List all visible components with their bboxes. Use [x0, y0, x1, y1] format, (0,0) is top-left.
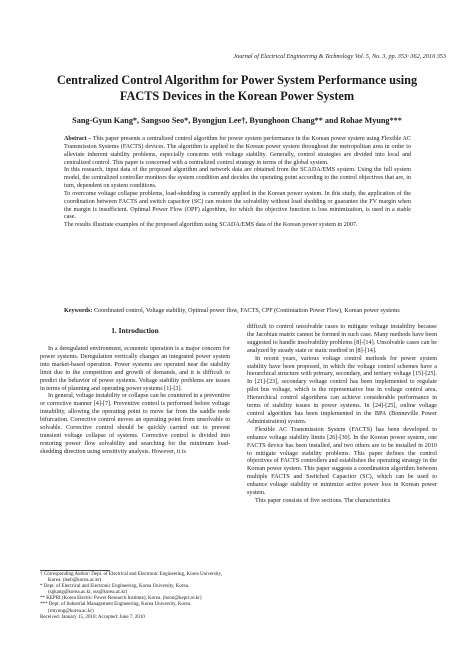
abstract-block: [64, 136, 411, 230]
abstract-paragraph-1: [64, 136, 411, 167]
right-paragraph-2: In recent years, various voltage control methods for power system stability have been proposed, in which the voltage control schemes have a hierarchical structure with primary, secondary, and tertiary voltage [15]-[25]. In [21]-[23], secondary voltage control has been implemented to regulate pilot bus voltage, which is the representative bus in voltage control area. Hierarchical control algorithms can achieve considerable performance in terms of stability issues in power systems. In [24]-[25], online voltage control algorithm has been implemented in the BPA (Bonneville Power Administration) system.: [247, 355, 437, 425]
right-column: [247, 324, 437, 506]
intro-paragraph-2: In general, voltage instability or collapse can be countered in a preventive or corrective manner [4]-[7]. Preventive control is performed before voltage instability, allowing the operating point to move far from the saddle node bifurcation. Corrective control moves an operating point from unsolvable to solvable. Corrective control should be quickly carried out to prevent transient voltage collapse of systems. Corrective control is divided into restoring power flow solvability and searching for the minimum load-shedding direction using sensitivity analysis. However, it is: [40, 393, 230, 455]
right-paragraph-1: difficult to control unsolvable cases to mitigate voltage instability because the Jacobian matrix cannot be formed in such case. Many methods have been suggested to handle insolvability problems [8]-[14]. Unsolvable cases can be analyzed by steady state or static method in [8]-[14].: [247, 324, 437, 354]
intro-paragraph-1: In a deregulated environment, economic operation is a major concern for power systems. Deregulation vertically changes an integrated power system into market-based operation. Power systems are operated near the stability limit due to the competition and growth of demands, and it is difficult to predict the behavior of power systems. Voltage stability problems are issues in terms of planning and operating power systems [1]-[3].: [40, 346, 230, 392]
keywords-text: Coordinated control, Voltage stability, Optimal power flow, FACTS, CPF (Continuation Power Flow), Korean power systems: [93, 308, 400, 314]
keywords-label: Keywords:: [64, 308, 93, 314]
right-paragraph-3: Flexible AC Transmission System (FACTS) has been developed to enhance voltage stability limits [26]-[30]. In the Korean power system, one FACTS device has been installed, and two others are to be installed in 2010 to mitigate voltage stability problems. This paper defines the control objectives of FACTS controllers and establishes the operating strategy in the Korean power system. This paper suggests a coordination algorithm between multiple FACTS and Switched Capacitor (SC), which can be used to enhance voltage stability or minimize active power loss in Korean power system.: [247, 426, 437, 497]
abstract-label: Abstract –: [64, 136, 92, 142]
abstract-text-1: This paper presents a centralized control algorithm for power system performance in the Korean power system using Flexible AC Transmission Systems (FACTS) devices. The algorithm is applied to the Korean power system throughout the metropolitan area in order to alleviate inherent stability problems, especially concerns with voltage stability. Generally, control strategies are divided into local and centralized control. This paper is concerned with a centralized control strategy in terms of the global system.: [64, 136, 411, 166]
abstract-paragraph-2: In this research, input data of the proposed algorithm and network data are obtained from the SCADA/EMS system. Using the full system model, the centralized controller monitors the system condition and decides the operating point according to the control objectives that are, in turn, dependent on system conditions.: [64, 167, 411, 190]
left-column: [40, 346, 230, 457]
abstract-paragraph-4: The results illustrate examples of the proposed algorithm using SCADA/EMS data of the Korean power system in 2007.: [64, 222, 358, 229]
paper-title-line-1: Centralized Control Algorithm for Power System Performance using: [56, 73, 418, 87]
journal-running-header: Journal of Electrical Engineering & Technology Vol. 5, No. 3, pp. 353~362, 2010 353: [233, 53, 446, 60]
section-heading-introduction: 1. Introduction: [111, 326, 159, 335]
paper-title: [40, 72, 434, 104]
author-list: Sang-Gyun Kang*, Sangsoo Seo*, Byongjun Lee†, Byunghoon Chang** and Rohae Myung***: [72, 116, 402, 125]
paper-title-line-2: FACTS Devices in the Korean Power System: [119, 89, 355, 103]
abstract-paragraph-3: To overcome voltage collapse problems, load-shedding is currently applied in the Korean power system. In this study, the application of the coordination between FACTS and switch capacitor (SC) can restore the solvability without load shedding or guarantee the FV margin when the margin is insufficient. Optimal Power Flow (OPF) algorithm, for which the objective function is loss minimization, is used in a stable case.: [64, 190, 411, 221]
keywords-block: [64, 308, 411, 316]
footnote-affiliation-3: *** Dept. of Industrial Management Engineering, Korea University, Korea. (rmyung@korea.ac.kr): [40, 602, 192, 614]
right-paragraph-4: This paper consists of five sections. The characteristics: [255, 497, 391, 504]
footnote-divider: [40, 570, 110, 571]
footnote-affiliation-2: ** KEPRI (Korea Electric Power Research Institute), Korea. (hoon@kepri.re.kr): [40, 596, 202, 602]
received-accepted-dates: Received: January 15, 2010; Accepted: June 7, 2010: [40, 614, 145, 620]
footnote-affiliation-1: * Dept. of Electrical and Electronic Engineering, Korea University, Korea. (sgkang@korea.ac.kr, sss@korea.ac.kr): [40, 584, 190, 596]
footnotes-block: [40, 572, 230, 621]
footnote-corresponding-author: † Corresponding Author: Dept. of Electrical and Electronic Engineering, Korea University, Korea. (leeb@korea.ac.kr): [40, 572, 222, 584]
